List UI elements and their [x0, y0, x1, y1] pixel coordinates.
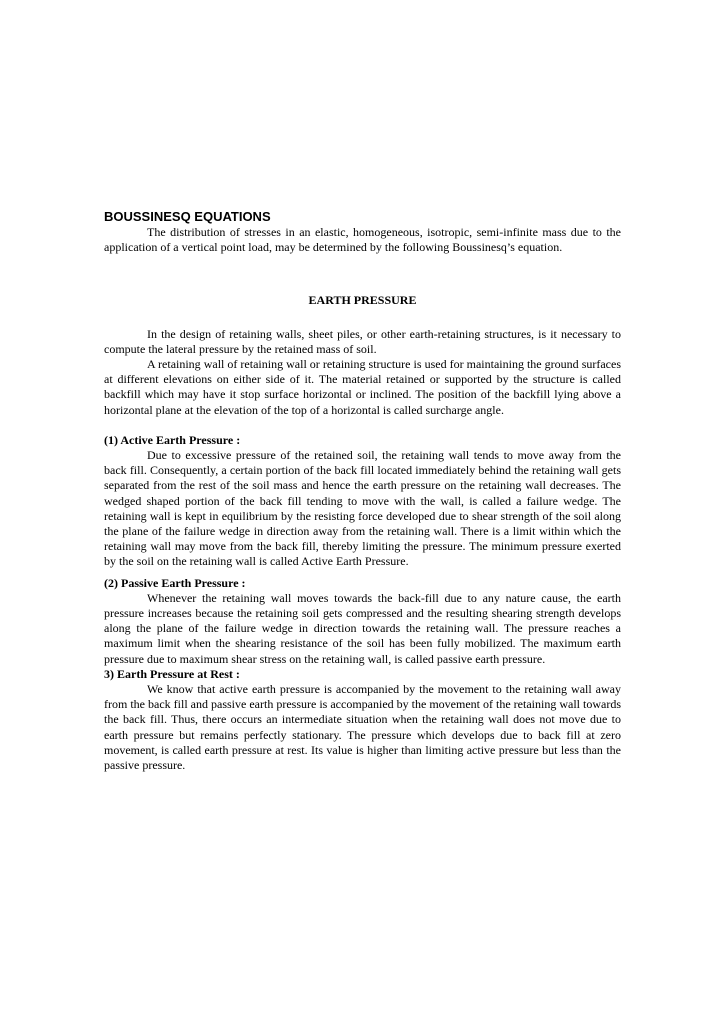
active-earth-pressure-paragraph: Due to excessive pressure of the retained soil, the retaining wall tends to move away from the back fill. Consequently, a certain portion of the back fill located immediately behind the retaining wall gets separated from the rest of the soil mass and hence the earth pressure on the retaining wall decreases. The wedged shaped portion of the back fill tending to move with the wall, is called a failure wedge. The retaining wall is kept in equilibrium by the resisting force developed due to shear strength of the soil along the plane of the failure wedge in direction away from the retaining wall. There is a limit within which the retaining wall may move from the back fill, thereby limiting the pressure. The minimum pressure exerted by the soil on the retaining wall is called Active Earth Pressure. — [104, 448, 621, 569]
boussinesq-heading: BOUSSINESQ EQUATIONS — [104, 209, 271, 224]
earth-pressure-at-rest-paragraph: We know that active earth pressure is accompanied by the movement to the retaining wall away from the back fill and passive earth pressure is accompanied by the movement of the retaining wall towards the back fill. Thus, there occurs an intermediate situation when the retaining wall does not move due to earth pressure but remains perfectly stationary. The pressure which develops due to back fill at zero movement, is called earth pressure at rest. Its value is higher than limiting active pressure but less than the passive pressure. — [104, 682, 621, 773]
boussinesq-paragraph: The distribution of stresses in an elastic, homogeneous, isotropic, semi-infinite mass due to the application of a vertical point load, may be determined by the following Boussinesq’s equation. — [104, 225, 621, 255]
earth-pressure-heading: EARTH PRESSURE — [308, 293, 417, 308]
spacer — [104, 418, 621, 433]
earth-pressure-at-rest-heading: 3) Earth Pressure at Rest : — [104, 666, 240, 681]
passive-earth-pressure-paragraph: Whenever the retaining wall moves towards the back-fill due to any nature cause, the earth pressure increases because the retaining soil gets compressed and the resulting shearing strength develops along the plane of the failure wedge in direction towards the retaining wall. The pressure reaches a maximum limit when the shearing resistance of the soil has been fully mobilized. The maximum earth pressure due to maximum shear stress on the retaining wall, is called passive earth pressure. — [104, 590, 621, 666]
spacer — [104, 309, 621, 327]
passive-earth-pressure-heading: (2) Passive Earth Pressure : — [104, 575, 246, 590]
active-earth-pressure-heading: (1) Active Earth Pressure : — [104, 432, 241, 447]
earth-pressure-paragraph-1: In the design of retaining walls, sheet piles, or other earth-retaining structures, is it necessary to compute the lateral pressure by the retained mass of soil. — [104, 326, 621, 356]
spacer — [104, 255, 621, 293]
document-page — [104, 208, 621, 773]
earth-pressure-paragraph-2: A retaining wall of retaining wall or retaining structure is used for maintaining the ground surfaces at different elevations on either side of it. The material retained or supported by the structure is called backfill which may have it stop surface horizontal or inclined. The position of the backfill lying above a horizontal plane at the elevation of the top of a horizontal is called surcharge angle. — [104, 357, 621, 417]
